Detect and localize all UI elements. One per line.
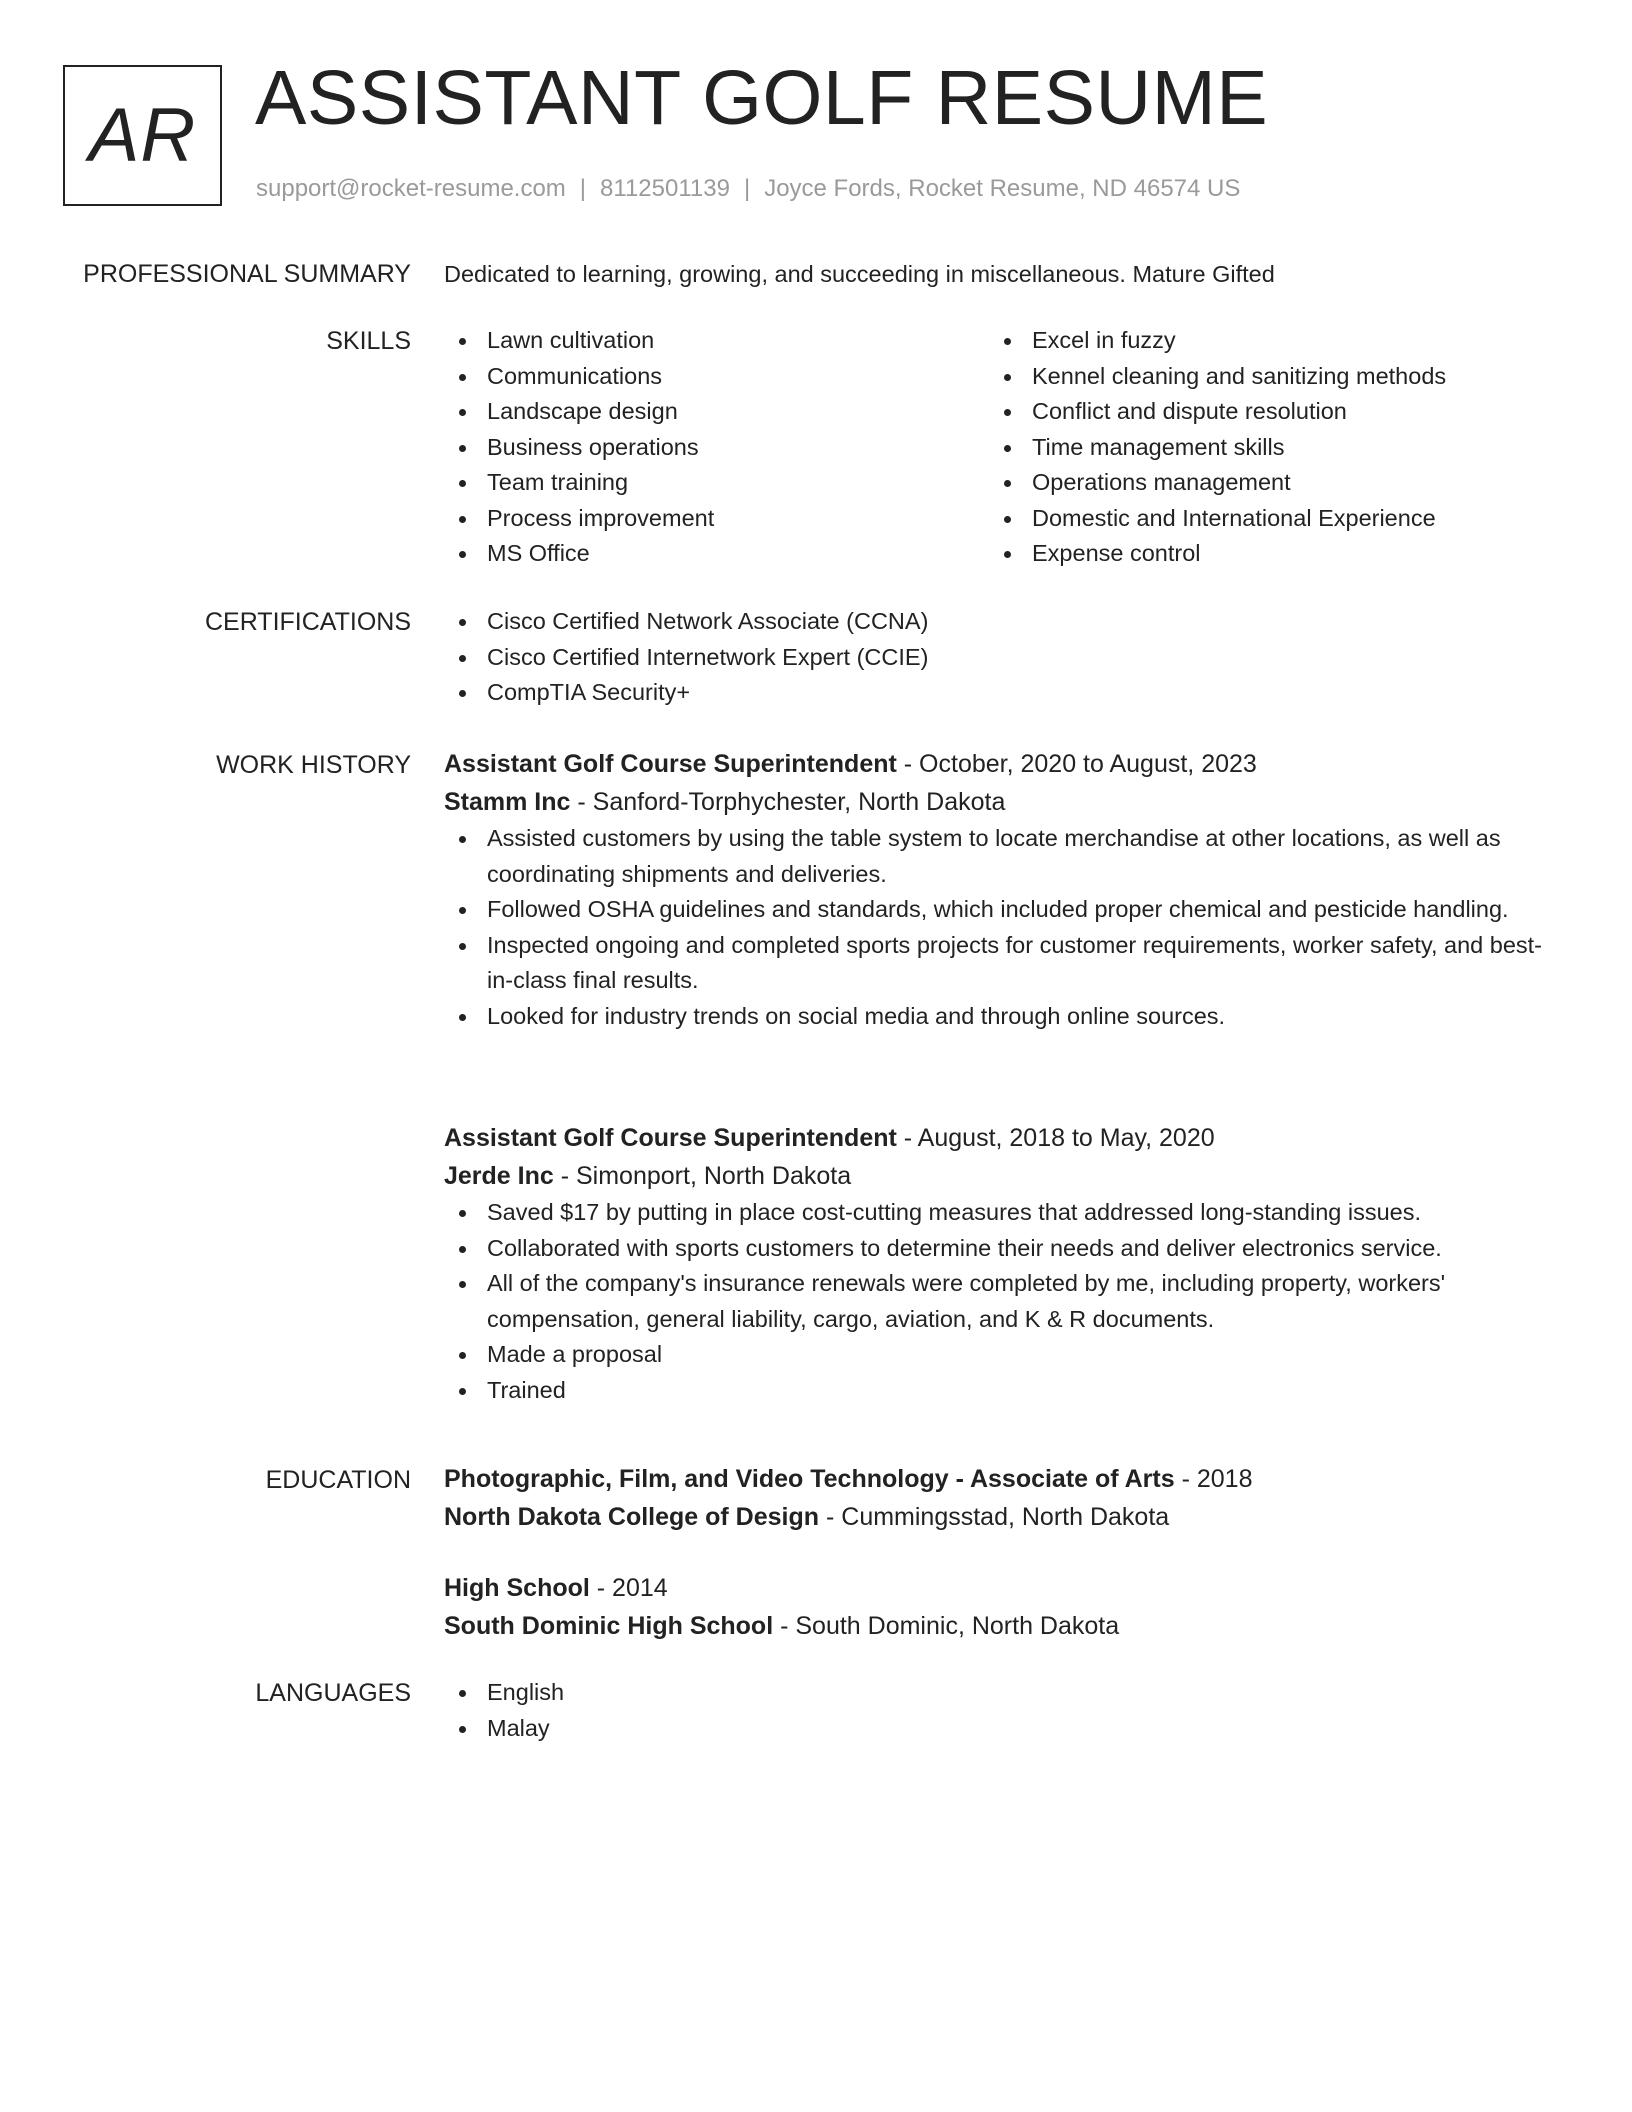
job-company: Jerde Inc xyxy=(444,1162,554,1190)
job-company-line xyxy=(444,1157,1544,1195)
skills-list-right xyxy=(989,323,1534,572)
email-text: support@rocket-resume.com xyxy=(256,175,566,202)
education-entry xyxy=(444,1569,1544,1645)
job-duty-item: All of the company's insurance renewals were completed by me, including property, workers' compensation, general liability, cargo, aviation, and K & R documents. xyxy=(444,1266,1544,1337)
skill-item: Expense control xyxy=(989,536,1534,572)
school-location: - Cummingsstad, North Dakota xyxy=(819,1503,1170,1531)
contact-line xyxy=(256,173,1240,205)
language-item: Malay xyxy=(444,1711,1544,1747)
skill-item: Time management skills xyxy=(989,430,1534,466)
address-text: Joyce Fords, Rocket Resume, ND 46574 US xyxy=(764,175,1241,202)
graduation-year: - 2018 xyxy=(1174,1465,1253,1493)
job-duty-item: Saved $17 by putting in place cost-cutting measures that addressed long-standing issues. xyxy=(444,1195,1544,1231)
contact-separator: | xyxy=(579,175,587,202)
phone-text: 8112501139 xyxy=(600,175,730,202)
education-heading: EDUCATION xyxy=(265,1466,411,1494)
job-company: Stamm Inc xyxy=(444,788,571,816)
certification-item: Cisco Certified Network Associate (CCNA) xyxy=(444,604,1544,640)
skill-item: Communications xyxy=(444,359,989,395)
skill-item: Business operations xyxy=(444,430,989,466)
school-location: - South Dominic, North Dakota xyxy=(773,1612,1120,1640)
job-duty-item: Looked for industry trends on social media and through online sources. xyxy=(444,999,1544,1035)
certification-item: Cisco Certified Internetwork Expert (CCIE) xyxy=(444,640,1544,676)
job-title-line xyxy=(444,745,1544,783)
skill-item: Team training xyxy=(444,465,989,501)
job-title-line xyxy=(444,1119,1544,1157)
skills-heading: SKILLS xyxy=(326,327,411,355)
degree-line xyxy=(444,1569,1544,1607)
summary-text: Dedicated to learning, growing, and succeeding in miscellaneous. Mature Gifted xyxy=(444,261,1275,287)
job-dates: - August, 2018 to May, 2020 xyxy=(896,1124,1215,1152)
languages-heading: LANGUAGES xyxy=(255,1679,411,1707)
skill-item: Kennel cleaning and sanitizing methods xyxy=(989,359,1534,395)
summary-heading: PROFESSIONAL SUMMARY xyxy=(83,260,411,288)
monogram-logo: AR xyxy=(63,65,222,206)
certifications-heading: CERTIFICATIONS xyxy=(204,608,411,636)
work-history-heading: WORK HISTORY xyxy=(216,751,411,779)
school-line xyxy=(444,1607,1544,1645)
skill-item: Process improvement xyxy=(444,501,989,537)
certifications-section xyxy=(444,604,1544,711)
job-duty-item: Made a proposal xyxy=(444,1337,1544,1373)
skill-item: Lawn cultivation xyxy=(444,323,989,359)
skill-item: Excel in fuzzy xyxy=(989,323,1534,359)
school-name: North Dakota College of Design xyxy=(444,1503,820,1531)
job-entry xyxy=(444,1119,1544,1408)
education-entry xyxy=(444,1460,1544,1536)
job-duty-item: Collaborated with sports customers to determine their needs and deliver electronics service. xyxy=(444,1231,1544,1267)
resume-title: ASSISTANT GOLF RESUME xyxy=(255,55,1269,141)
job-duty-item: Followed OSHA guidelines and standards, which included proper chemical and pesticide handling. xyxy=(444,892,1544,928)
job-duty-item: Assisted customers by using the table system to locate merchandise at other locations, as well as coordinating shipments and deliveries. xyxy=(444,821,1544,892)
job-title: Assistant Golf Course Superintendent xyxy=(444,750,897,778)
degree-line xyxy=(444,1460,1544,1498)
certification-item: CompTIA Security+ xyxy=(444,675,1544,711)
job-duty-item: Trained xyxy=(444,1373,1544,1409)
certifications-list xyxy=(444,604,1544,711)
graduation-year: - 2014 xyxy=(589,1574,668,1602)
skill-item: Operations management xyxy=(989,465,1534,501)
job-duties-list xyxy=(444,1195,1544,1408)
job-dates: - October, 2020 to August, 2023 xyxy=(896,750,1257,778)
job-duty-item: Inspected ongoing and completed sports projects for customer requirements, worker safety, and best-in-class final results. xyxy=(444,928,1544,999)
job-entry xyxy=(444,745,1544,1034)
degree-name: High School xyxy=(444,1574,590,1602)
school-name: South Dominic High School xyxy=(444,1612,774,1640)
school-line xyxy=(444,1498,1544,1536)
contact-separator: | xyxy=(743,175,751,202)
job-title: Assistant Golf Course Superintendent xyxy=(444,1124,897,1152)
languages-list xyxy=(444,1675,1544,1746)
job-duties-list xyxy=(444,821,1544,1034)
languages-section xyxy=(444,1675,1544,1746)
skill-item: Conflict and dispute resolution xyxy=(989,394,1534,430)
skills-section xyxy=(444,323,1544,572)
degree-name: Photographic, Film, and Video Technology - Associate of Arts xyxy=(444,1465,1175,1493)
language-item: English xyxy=(444,1675,1544,1711)
skill-item: Domestic and International Experience xyxy=(989,501,1534,537)
skill-item: MS Office xyxy=(444,536,989,572)
job-location: - Simonport, North Dakota xyxy=(553,1162,852,1190)
job-company-line xyxy=(444,783,1544,821)
skills-list-left xyxy=(444,323,989,572)
skill-item: Landscape design xyxy=(444,394,989,430)
job-location: - Sanford-Torphychester, North Dakota xyxy=(570,788,1006,816)
